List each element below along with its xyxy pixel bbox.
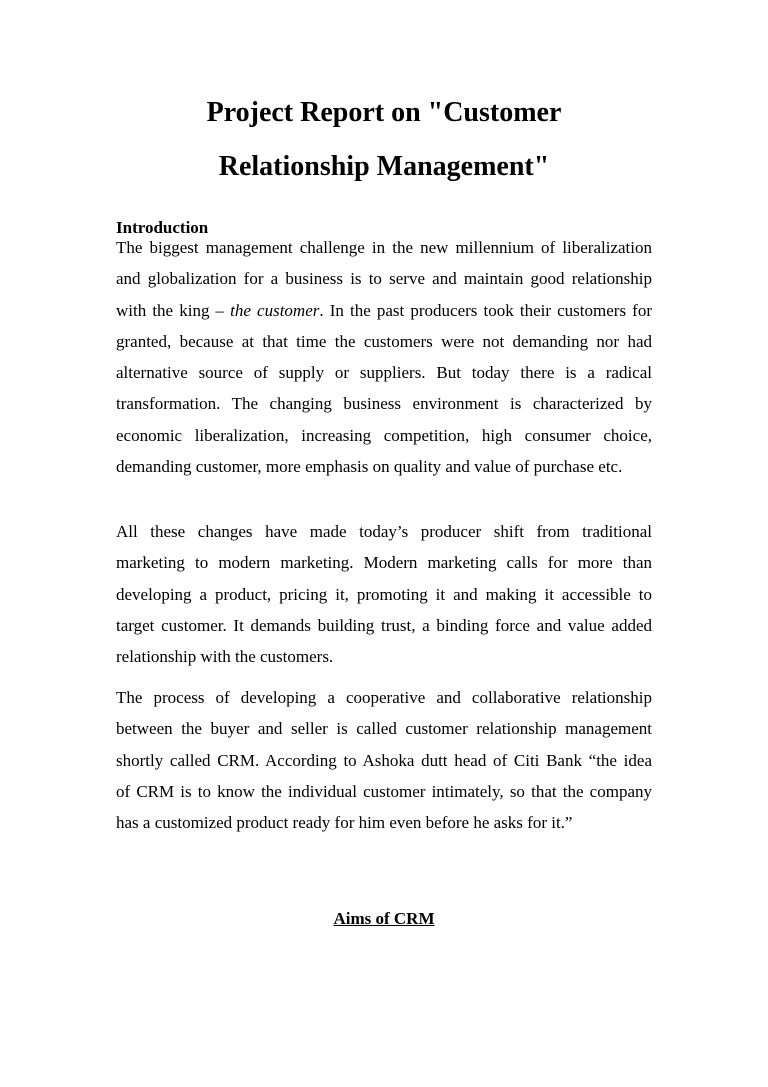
paragraph-line: granted, because at that time the customers were not demanding nor had xyxy=(116,331,652,351)
paragraph-text: . In the past producers took their customers for xyxy=(319,300,652,320)
paragraph-line: transformation. The changing business environment is characterized by xyxy=(116,394,652,414)
paragraph-line: target customer. It demands building trust, a binding force and value added xyxy=(116,615,652,635)
emphasis-text: the customer xyxy=(230,300,320,320)
paragraph-line: The biggest management challenge in the new millennium of liberalization xyxy=(116,238,652,257)
paragraph-line: demanding customer, more emphasis on quality and value of purchase etc. xyxy=(116,457,623,477)
paragraph-line: of CRM is to know the individual customer intimately, so that the company xyxy=(116,781,652,801)
paragraph-line: and globalization for a business is to serve and maintain good relationship xyxy=(116,269,652,289)
paragraph-line: has a customized product ready for him even before he asks for it.” xyxy=(116,813,573,833)
intro-paragraph-1 xyxy=(116,232,652,482)
intro-paragraph-3 xyxy=(116,682,652,838)
paragraph-line: marketing to modern marketing. Modern marketing calls for more than xyxy=(116,553,652,573)
introduction-heading: Introduction xyxy=(116,218,209,237)
paragraph-line: economic liberalization, increasing competition, high consumer choice, xyxy=(116,425,652,445)
paragraph-line: The process of developing a cooperative and collaborative relationship xyxy=(116,688,652,707)
paragraph-text: with the king – xyxy=(116,300,231,320)
paragraph-line: developing a product, pricing it, promoting it and making it accessible to xyxy=(116,584,652,604)
paragraph-line xyxy=(116,295,652,326)
aims-of-crm-heading: Aims of CRM xyxy=(333,909,435,928)
paragraph-line: alternative source of supply or suppliers. But today there is a radical xyxy=(116,363,652,383)
intro-paragraph-2 xyxy=(116,516,652,672)
paragraph-line: between the buyer and seller is called customer relationship management xyxy=(116,719,652,739)
document-title-line-1: Project Report on "Customer xyxy=(206,97,562,128)
paragraph-line: relationship with the customers. xyxy=(116,647,334,667)
paragraph-line: All these changes have made today’s producer shift from traditional xyxy=(116,522,652,541)
paragraph-line: shortly called CRM. According to Ashoka dutt head of Citi Bank “the idea xyxy=(116,750,652,770)
document-title-line-2: Relationship Management" xyxy=(218,151,550,182)
